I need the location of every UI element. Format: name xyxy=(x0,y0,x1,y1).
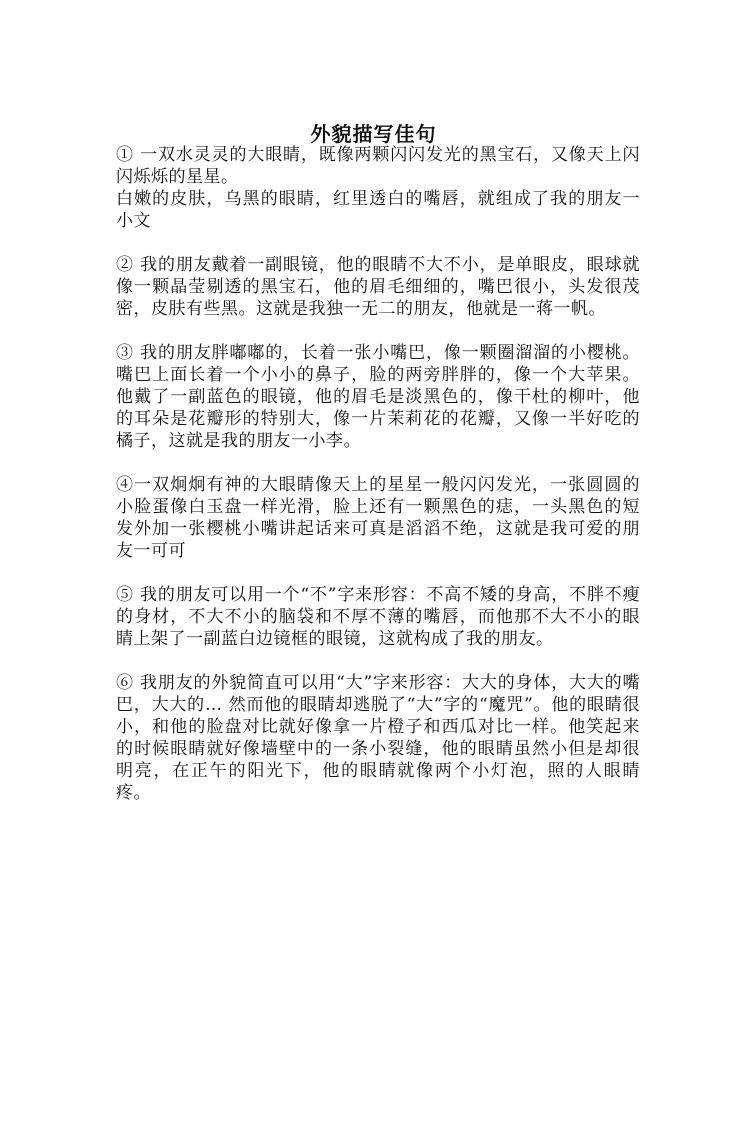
paragraph-1: ① 一双水灵灵的大眼睛，既像两颗闪闪发光的黑宝石，又像天上闪闪烁烁的星星。 xyxy=(116,145,640,187)
document-body xyxy=(116,144,640,804)
paragraph-3: ③ 我的朋友胖嘟嘟的，长着一张小嘴巴，像一颗圈溜溜的小樱桃。嘴巴上面长着一个小小的鼻子，脸的两旁胖胖的，像一个大苹果。他戴了一副蓝色的眼镜，他的眉毛是淡黑色的，像干杜的柳叶，他的耳朵是花瓣形的特别大，像一片茉莉花的花瓣，又像一半好吃的橘子，这就是我的朋友一小李。 xyxy=(116,343,640,451)
page-title: 外貌描写佳句 xyxy=(310,122,437,146)
paragraph-6: ⑥ 我朋友的外貌简直可以用“大”字来形容：大大的身体，大大的嘴巴，大大的… 然而他的眼睛却逃脱了“大”字的“魔咒”。他的眼睛很小，和他的脸盘对比就好像拿一片橙子和西瓜对比一样。他笑起来的时候眼睛就好像墙壁中的一条小裂缝，他的眼睛虽然小但是却很明亮，在正午的阳光下，他的眼睛就像两个小灯泡，照的人眼睛疼。 xyxy=(116,673,640,803)
paragraph-1-continued: 白嫩的皮肤，乌黑的眼睛，红里透白的嘴唇，就组成了我的朋友一小文 xyxy=(116,189,640,231)
paragraph-2: ② 我的朋友戴着一副眼镜，他的眼睛不大不小，是单眼皮，眼球就像一颗晶莹剔透的黑宝石，他的眉毛细细的，嘴巴很小，头发很茂密，皮肤有些黑。这就是我独一无二的朋友，他就是一蒋一帆。 xyxy=(116,255,640,319)
paragraph-5: ⑤ 我的朋友可以用一个“不”字来形容：不高不矮的身高，不胖不瘦的身材，不大不小的脑袋和不厚不薄的嘴唇，而他那不大不小的眼睛上架了一副蓝白边镜框的眼镜，这就构成了我的朋友。 xyxy=(116,585,640,649)
paragraph-4: ④一双炯炯有神的大眼睛像天上的星星一般闪闪发光，一张圆圆的小脸蛋像白玉盘一样光滑，脸上还有一颗黑色的痣，一头黑色的短发外加一张樱桃小嘴讲起话来可真是滔滔不绝，这就是我可爱的朋友一可可 xyxy=(116,475,640,561)
